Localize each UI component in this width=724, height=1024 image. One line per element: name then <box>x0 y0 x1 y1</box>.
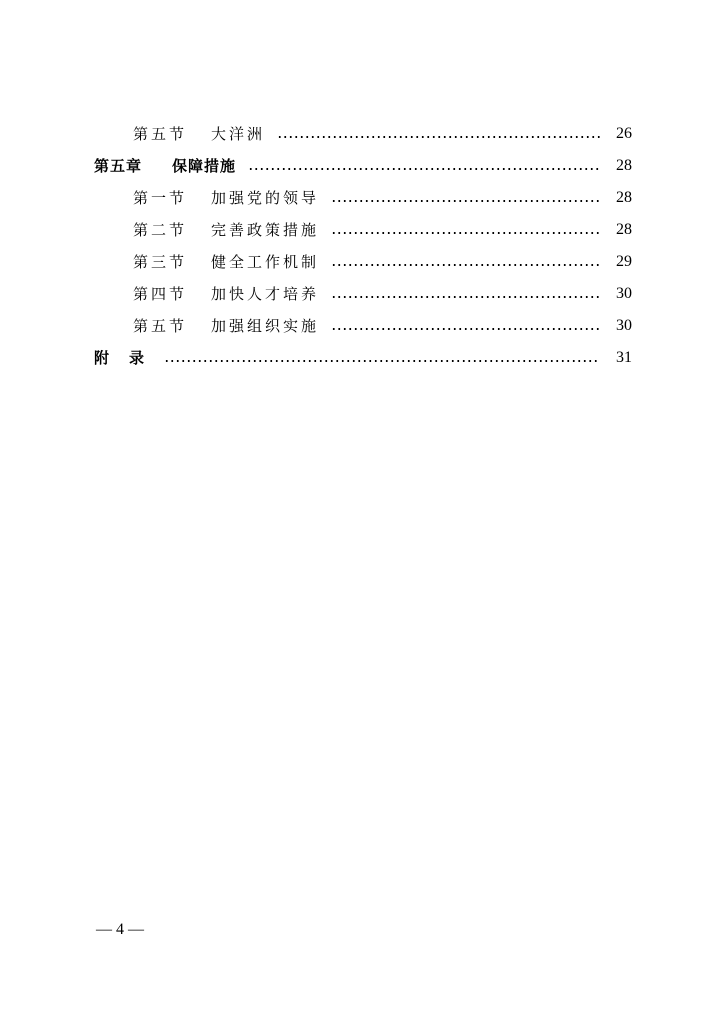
toc-entry-number: 第五节 <box>133 125 188 143</box>
toc-entry-title: 健全工作机制 <box>211 253 320 271</box>
dot-leader <box>331 264 600 266</box>
toc-entry-page: 30 <box>616 317 632 334</box>
toc-chapter-title: 保障措施 <box>172 157 237 175</box>
toc-entry[interactable] <box>94 118 632 150</box>
toc-entry[interactable] <box>94 214 632 246</box>
toc-chapter-entry[interactable] <box>94 150 632 182</box>
toc-entry-page: 31 <box>616 349 632 366</box>
dot-leader <box>248 168 600 170</box>
toc-entry-number: 第一节 <box>133 189 188 207</box>
toc-appendix-entry[interactable] <box>94 342 632 374</box>
toc-entry-title: 加强组织实施 <box>211 317 320 335</box>
toc-chapter-number: 第五章 <box>94 157 143 175</box>
toc-entry-number: 第四节 <box>133 285 188 303</box>
toc-entry[interactable] <box>94 310 632 342</box>
toc-entry-number: 第二节 <box>133 221 188 239</box>
appendix-label-right: 录 <box>129 349 145 367</box>
dot-leader <box>331 232 600 234</box>
toc-entry-title: 大洋洲 <box>211 125 266 143</box>
toc-entry-page: 29 <box>616 253 632 270</box>
toc-entry-number: 第三节 <box>133 253 188 271</box>
dot-leader <box>331 296 600 298</box>
toc-entry[interactable] <box>94 182 632 214</box>
dot-leader <box>277 136 600 138</box>
toc-entry-title: 加快人才培养 <box>211 285 320 303</box>
toc-entry-page: 28 <box>616 221 632 238</box>
toc-entry-page: 26 <box>616 125 632 142</box>
toc-appendix-label <box>94 342 160 374</box>
dot-leader <box>331 328 600 330</box>
table-of-contents <box>94 118 632 374</box>
toc-entry-page: 28 <box>616 157 632 174</box>
toc-entry-page: 30 <box>616 285 632 302</box>
dot-leader <box>331 200 600 202</box>
toc-entry-title: 加强党的领导 <box>211 189 320 207</box>
toc-entry-page: 28 <box>616 189 632 206</box>
page-number-footer: — 4 — <box>96 921 144 938</box>
toc-entry[interactable] <box>94 278 632 310</box>
toc-entry[interactable] <box>94 246 632 278</box>
dot-leader <box>164 360 600 362</box>
appendix-label-left: 附 <box>94 349 110 367</box>
toc-entry-number: 第五节 <box>133 317 188 335</box>
toc-entry-title: 完善政策措施 <box>211 221 320 239</box>
